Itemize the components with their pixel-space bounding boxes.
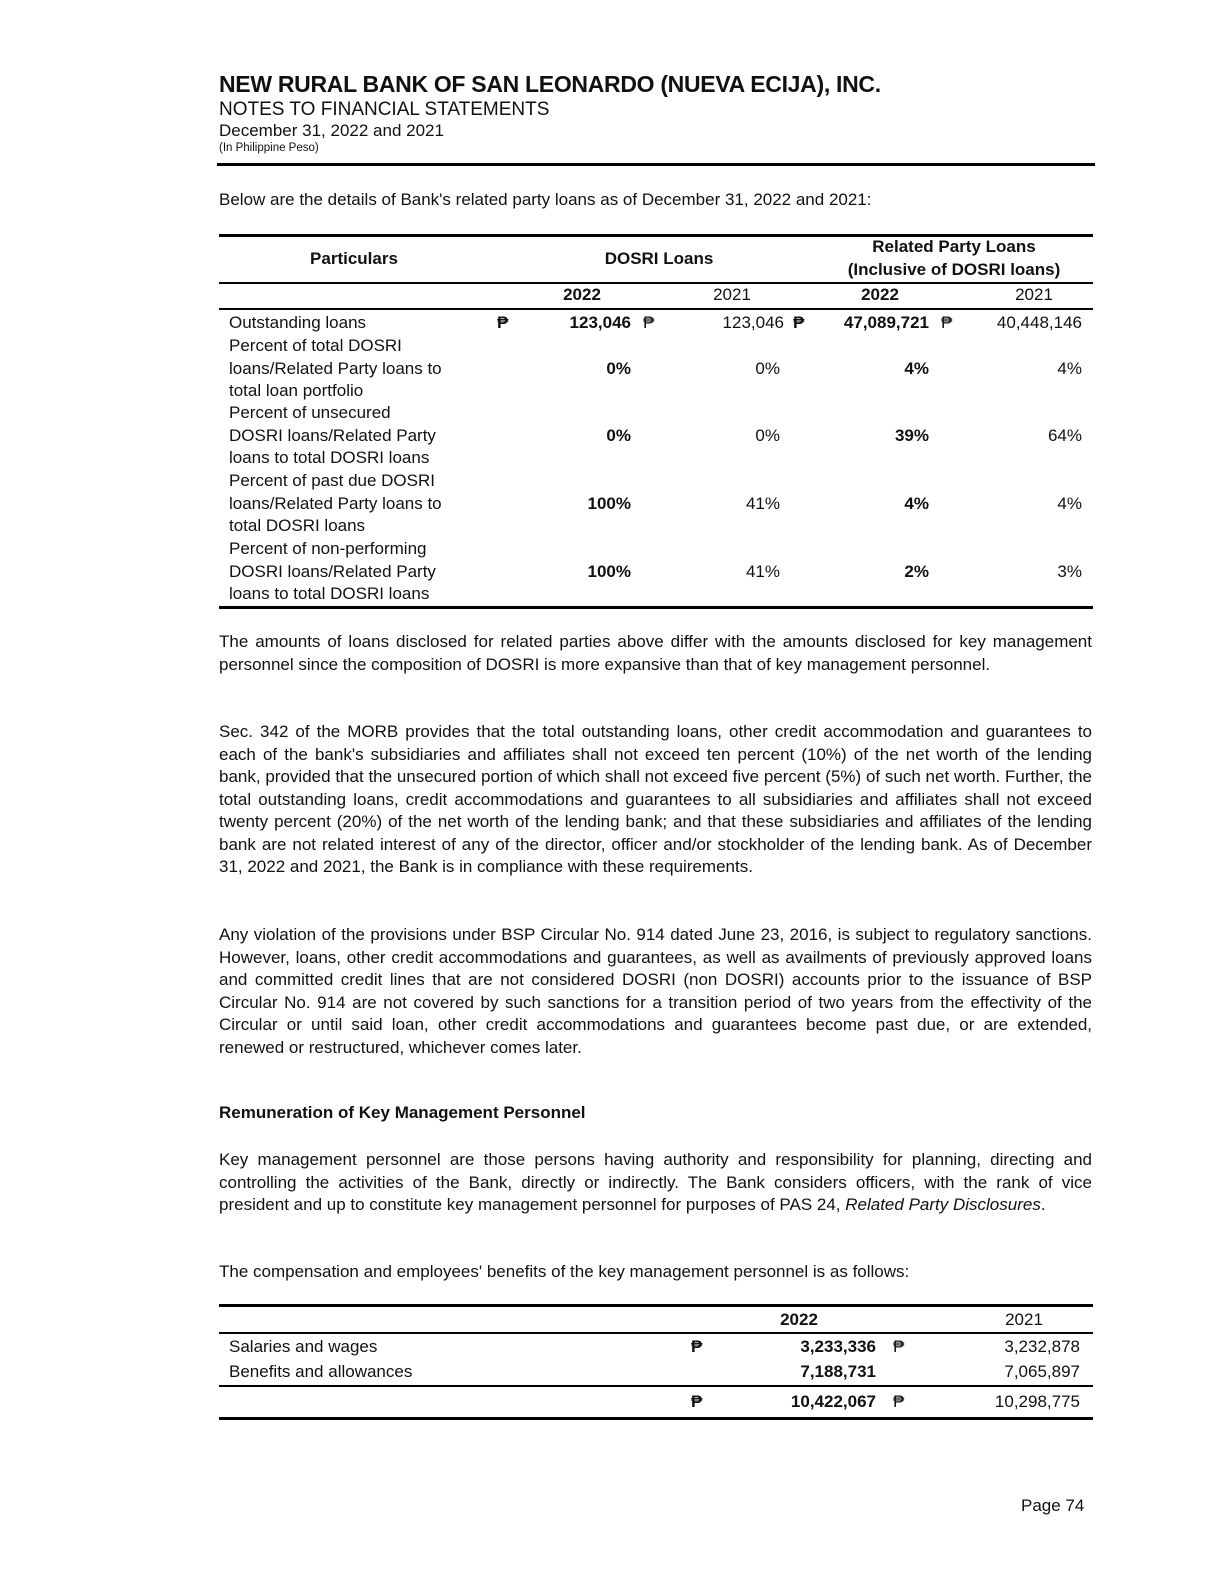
- label-line: loans to total DOSRI loans: [229, 584, 430, 603]
- section-heading-remuneration: Remuneration of Key Management Personnel: [219, 1103, 586, 1122]
- label-line: loans/Related Party loans to: [229, 493, 442, 513]
- header-rule: [219, 1332, 1093, 1334]
- value-dosri-2022: 0%: [606, 426, 631, 445]
- label-line: DOSRI loans/Related Party: [229, 561, 436, 581]
- year-2021: 2021: [1005, 1310, 1043, 1329]
- peso-sign: ₱: [497, 313, 509, 332]
- value-related-2022: 39%: [894, 426, 929, 445]
- table-bottom-rule: [219, 606, 1093, 609]
- row-label-benefits: Benefits and allowances: [229, 1362, 413, 1381]
- table-top-rule: [219, 1304, 1093, 1307]
- label-line: DOSRI loans/Related Party: [229, 425, 436, 445]
- value-dosri-2021: 0%: [755, 426, 780, 445]
- paragraph-morb-sec-342: Sec. 342 of the MORB provides that the total outstanding loans, other credit accommodation and guarantees to each of the bank's subsidiaries and affiliates shall not exceed ten percent (10%) of the net worth of the lending bank, provided that the unsecured portion of which shall not exceed five percent (5%) of such net worth. Further, the total outstanding loans, credit accommodations and guarantees to all subsidiaries and affiliates shall not exceed twenty percent (20%) of the net worth of the lending bank; and that these subsidiaries and affiliates of the lending bank are not related interest of any of the director, officer and/or stockholder of the lending bank. As of December 31, 2022 and 2021, the Bank is in compliance with these requirements.: [219, 722, 1092, 876]
- value-dosri-2021: 41%: [745, 494, 780, 513]
- value-dosri-2021: 123,046: [722, 313, 784, 332]
- year-dosri-2021: 2021: [713, 285, 751, 304]
- peso-sign: ₱: [643, 313, 655, 332]
- peso-sign: ₱: [691, 1392, 703, 1411]
- label-line: total DOSRI loans: [229, 516, 366, 535]
- value-dosri-2022: 123,046: [569, 313, 631, 332]
- paragraph-dosri-difference: The amounts of loans disclosed for related parties above differ with the amounts disclosed for key management personnel since the composition of DOSRI is more expansive than that of key management personnel.: [219, 632, 1092, 674]
- value-related-2022: 4%: [904, 494, 929, 513]
- paragraph-compensation-intro: The compensation and employees' benefits of the key management personnel is as follows:: [219, 1262, 910, 1281]
- row-label-salaries: Salaries and wages: [229, 1337, 378, 1356]
- row-label-outstanding: Outstanding loans: [229, 313, 367, 332]
- document-header: [219, 70, 1095, 155]
- value-related-2021: 64%: [1047, 426, 1082, 445]
- section-title: NOTES TO FINANCIAL STATEMENTS: [219, 99, 550, 120]
- year-2022: 2022: [780, 1310, 818, 1329]
- salaries-2021: 3,232,878: [1004, 1337, 1080, 1356]
- row-label-percent-past-due: [229, 470, 489, 538]
- col-header-related-line1: Related Party Loans: [872, 237, 1036, 256]
- value-related-2021: 40,448,146: [996, 313, 1082, 332]
- row-label-percent-unsecured: [229, 402, 489, 470]
- total-2022: 10,422,067: [790, 1392, 876, 1411]
- label-line: Percent of past due DOSRI: [229, 471, 435, 490]
- benefits-2022: 7,188,731: [800, 1362, 876, 1381]
- year-dosri-2022: 2022: [563, 285, 601, 304]
- row-label-percent-non-performing: [229, 538, 489, 606]
- paragraph-key-management: [219, 1149, 1092, 1217]
- header-divider: [217, 163, 1095, 166]
- years-rule: [219, 308, 1093, 310]
- value-dosri-2022: 0%: [606, 359, 631, 378]
- col-header-particulars: Particulars: [310, 249, 398, 268]
- value-related-2021: 3%: [1057, 562, 1082, 581]
- page-number: Page 74: [1021, 1496, 1085, 1515]
- year-related-2021: 2021: [1015, 285, 1053, 304]
- total-2021: 10,298,775: [994, 1392, 1080, 1411]
- label-line: loans/Related Party loans to: [229, 358, 442, 378]
- benefits-2021: 7,065,897: [1004, 1362, 1080, 1381]
- compensation-table: [219, 1304, 1093, 1424]
- value-related-2022: 2%: [904, 562, 929, 581]
- peso-sign: ₱: [691, 1337, 703, 1356]
- value-dosri-2022: 100%: [587, 562, 631, 581]
- peso-sign: ₱: [893, 1337, 905, 1356]
- row-label-percent-total: [229, 335, 489, 403]
- value-dosri-2021: 0%: [755, 359, 780, 378]
- peso-sign: ₱: [941, 313, 953, 332]
- year-related-2022: 2022: [861, 285, 899, 304]
- report-period: December 31, 2022 and 2021: [219, 121, 444, 140]
- currency-note: (In Philippine Peso): [219, 142, 319, 154]
- value-dosri-2022: 100%: [587, 494, 631, 513]
- subtotal-rule: [219, 1385, 1093, 1387]
- label-line: total loan portfolio: [229, 381, 364, 400]
- peso-sign: ₱: [793, 313, 805, 332]
- text: Key management personnel are those persons having authority and responsibility for planning, directing and controlling the activities of the Bank, directly or indirectly. The Bank considers officers, with the rank of vice president and up to constitute key management personnel for purposes of PAS 24,: [219, 1150, 1092, 1214]
- salaries-2022: 3,233,336: [800, 1337, 876, 1356]
- company-name: NEW RURAL BANK OF SAN LEONARDO (NUEVA ECIJA), INC.: [219, 71, 881, 97]
- paragraph-bsp-circular-914: Any violation of the provisions under BSP Circular No. 914 dated June 23, 2016, is subject to regulatory sanctions. However, loans, other credit accommodations and guarantees, as well as availments of previously approved loans and committed credit lines that are not considered DOSRI (non DOSRI) accounts prior to the issuance of BSP Circular No. 914 are not covered by such sanctions for a transition period of two years from the effectivity of the Circular or until said loan, other credit accommodations and guarantees become past due, or are extended, renewed or restructured, whichever comes later.: [219, 925, 1092, 1057]
- header-rule: [219, 282, 1093, 284]
- label-line: Percent of non-performing: [229, 539, 427, 558]
- value-related-2022: 4%: [904, 359, 929, 378]
- value-related-2021: 4%: [1057, 494, 1082, 513]
- label-line: Percent of total DOSRI: [229, 336, 402, 355]
- table-bottom-rule: [219, 1417, 1093, 1420]
- intro-text: Below are the details of Bank's related party loans as of December 31, 2022 and 2021:: [219, 190, 872, 209]
- italic-standard-title: Related Party Disclosures: [845, 1195, 1041, 1214]
- peso-sign: ₱: [893, 1392, 905, 1411]
- value-related-2022: 47,089,721: [843, 313, 929, 332]
- label-line: Percent of unsecured: [229, 403, 391, 422]
- col-header-related-line2: (Inclusive of DOSRI loans): [847, 260, 1061, 279]
- value-dosri-2021: 41%: [745, 562, 780, 581]
- value-related-2021: 4%: [1057, 359, 1082, 378]
- col-header-dosri: DOSRI Loans: [604, 249, 714, 268]
- label-line: loans to total DOSRI loans: [229, 448, 430, 467]
- text: .: [1040, 1195, 1046, 1214]
